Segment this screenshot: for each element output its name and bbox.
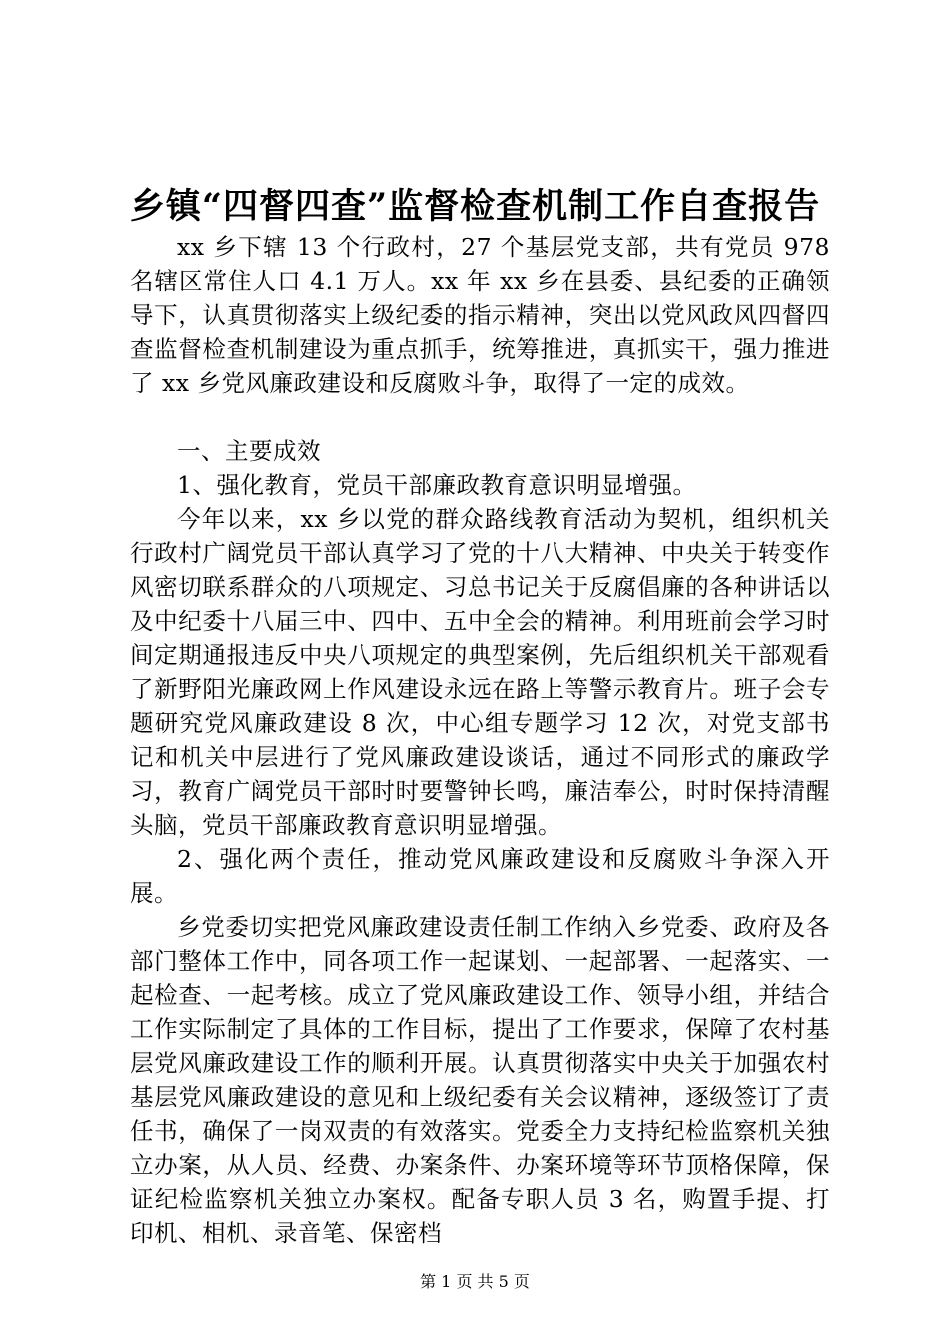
body-paragraph-1: 今年以来，xx 乡以党的群众路线教育活动为契机，组织机关行政村广阔党员干部认真学习了党的十八大精神、中央关于转变作风密切联系群众的八项规定、习总书记关于反腐倡廉的各种讲话以及中纪委十八届三中、四中、五中全会的精神。利用班前会学习时间定期通报违反中央八项规定的典型案例，先后组织机关干部观看了新野阳光廉政网上作风建设永远在路上等警示教育片。班子会专题研究党风廉政建设 8 次，中心组专题学习 12 次，对党支部书记和机关中层进行了党风廉政建设谈话，通过不同形式的廉政学习，教育广阔党员干部时时要警钟长鸣，廉洁奉公，时时保持清醒头脑，党员干部廉政教育意识明显增强。 [130,505,830,839]
subsection-heading-2: 2、强化两个责任，推动党风廉政建设和反腐败斗争深入开展。 [130,845,830,907]
document-body [130,230,830,1250]
subsection-heading-1: 1、强化教育，党员干部廉政教育意识明显增强。 [177,471,697,499]
intro-paragraph: xx 乡下辖 13 个行政村，27 个基层党支部，共有党员 978 名辖区常住人口 4.1 万人。xx 年 xx 乡在县委、县纪委的正确领导下，认真贯彻落实上级纪委的指示精神，突出以党风政风四督四查监督检查机制建设为重点抓手，统筹推进，真抓实干，强力推进了 xx 乡党风廉政建设和反腐败斗争，取得了一定的成效。 [130,233,830,397]
page-footer: 第 1 页 共 5 页 [420,1272,530,1291]
section-heading: 一、主要成效 [177,437,321,465]
document-title: 乡镇“四督四查”监督检查机制工作自查报告 [129,186,821,227]
body-paragraph-2: 乡党委切实把党风廉政建设责任制工作纳入乡党委、政府及各部门整体工作中，同各项工作一起谋划、一起部署、一起落实、一起检查、一起考核。成立了党风廉政建设工作、领导小组，并结合工作实际制定了具体的工作目标，提出了工作要求，保障了农村基层党风廉政建设工作的顺利开展。认真贯彻落实中央关于加强农村基层党风廉政建设的意见和上级纪委有关会议精神，逐级签订了责任书，确保了一岗双责的有效落实。党委全力支持纪检监察机关独立办案，从人员、经费、办案条件、办案环境等环节顶格保障，保证纪检监察机关独立办案权。配备专职人员 3 名，购置手提、打印机、相机、录音笔、保密档 [130,913,830,1247]
